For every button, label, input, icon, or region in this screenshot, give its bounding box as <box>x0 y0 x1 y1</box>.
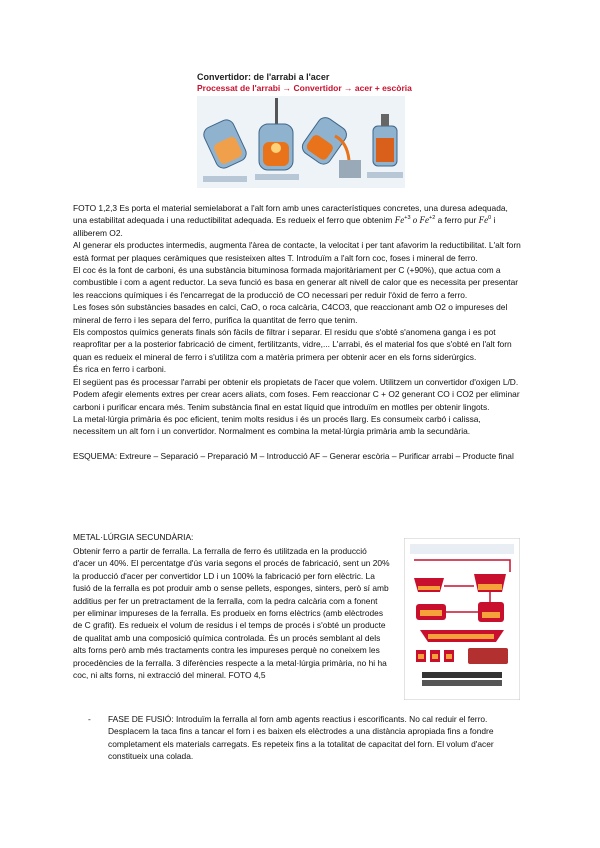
furnace-step-4 <box>478 602 504 622</box>
section-body: Obtenir ferro a partir de ferralla. La ferralla de ferro és utilitzada en la producció d'acer un 40%. El percentatge d'ús varia segons el procés de fabricació, sent un 20% la producció d'acer per convertidor LD i un 100% la fabricació per forn elèctric. La fusió de la ferralla es pot produir amb o sense pellets, esponges, sinters, però sí amb additius per fer un pretractament de la ferralla, com la pedra calcària com a fonent per eliminar impureses de la ferralla. Es produeix en forns elèctrics (amb elèctrodes de C grafit). Es redueix el volum de residus i el temps de procés i s'obté un producte de qualitat amb una composició química controlada. És un procés semblant al dels alts forns però amb més tractaments contra les impureses perquè no coneixem les procedències de la ferralla. 3 diferències respecte a la metal·lúrgia primària, no hi ha coc, ni alts forns, ni extracció del mineral. FOTO 4,5 <box>73 546 390 681</box>
paragraph-2: Al generar els productes intermedis, augmenta l'àrea de contacte, la velocitat i per tant afavorim la reductibilitat. L'alt forn està format per plaques ceràmiques que resisteixen altes T. Introduïm a l'alt forn coc, foses i mineral de ferro. <box>73 240 521 263</box>
paragraph-6: És rica en ferro i carboni. <box>73 364 167 375</box>
section-title: METAL·LÚRGIA SECUNDÀRIA: <box>73 532 194 542</box>
body-section-1 <box>73 202 523 462</box>
furnace-step-1 <box>414 578 444 592</box>
paragraph-3: El coc és la font de carboni, és una substància bituminosa formada majoritàriament per C (+90%), que actua com a combustible i com a agent reductor. La seva funció es basa en generar alt nivell de calor que es necessita per presentar les reaccions químiques i és l'encarregat de la producció de CO necessari per reduir l'òxid de ferro a ferro. <box>73 265 519 300</box>
paragraph-8: La metal·lúrgia primària és poc eficient, tenim molts residus i és un procés llarg. Es consumeix carbó i calissa, necessitem un alt forn i un convertidor. Normalment es combina la metal·lúrgia primària amb la secundària. <box>73 413 481 437</box>
bullet-text: FASE DE FUSIÓ: Introduïm la ferralla al forn amb agents reactius i escorificants. No cal reduir el ferro. Desplacem la taca fins a tancar el forn i es baixen els elèctrodes a una distància apropiada fins a fondre completament els materials carregats. Es repeteix fins a la totalitat de capacitat del forn. El volum d'acer constitueix una colada. <box>108 714 494 762</box>
esquema-paragraph: ESQUEMA: Extreure – Separació – Preparació M – Introducció AF – Generar escòria – Purificar arrabi – Producte final <box>73 450 514 461</box>
figure-subtitle: Processat de l'arrabi → Convertidor → acer + escòria <box>197 83 412 93</box>
paragraph-1: FOTO 1,2,3 Es porta el material semielaborat a l'alt forn amb unes característiques concretes, una duresa adequada, una estabilitat adequada i una reductibilitat adequada. Es redueix el ferro que obtenim $Fe^{+3}$ o $Fe^{+2}$ a ferro pur Fe$^0$ i alliberem O2. <box>73 203 508 238</box>
furnace-step-3 <box>416 604 446 620</box>
electric-furnace-diagram <box>404 538 520 700</box>
paragraph-7: El següent pas és processar l'arrabi per obtenir els propietats de l'acer que volem. Utilitzem un convertidor d'oxigen L/D. Podem afegir elements extres per crear acers aliats, com foses. Fem reaccionar C + O2 generant CO i CO2 per eliminar carboni i purificar encara més. Tenim substància final en estat líquid que introduïm en motlles per obtenir lingots. <box>73 376 520 412</box>
paragraph-4: Les foses són substàncies basades en calci, CaO, o roca calcària, C4CO3, que reaccionant amb O2 o impureses del mineral de ferro i les separa del ferro, purifica la quantitat de ferro que tenim. <box>73 302 508 325</box>
bullet-dash: - <box>88 714 91 724</box>
furnace-step-5 <box>420 630 504 642</box>
converter-illustration <box>197 96 405 188</box>
paragraph-5: Els compostos químics generats finals són fàcils de filtrar i separar. El residu que s'obté s'anomena ganga i es pot reaprofitar per a la posterior fabricació de ciment, fertilitzants, vidre,... L'arrabi, és el material fos que s'obté en l'alt forn quan es redueix el mineral de ferro i s'utilitza com a matèria primera per obtenir acer en els forns siderúrgics. <box>73 327 512 362</box>
figure-title: Convertidor: de l'arrabi a l'acer <box>197 72 330 82</box>
converter-figure <box>197 70 412 188</box>
furnace-step-2 <box>474 574 506 592</box>
